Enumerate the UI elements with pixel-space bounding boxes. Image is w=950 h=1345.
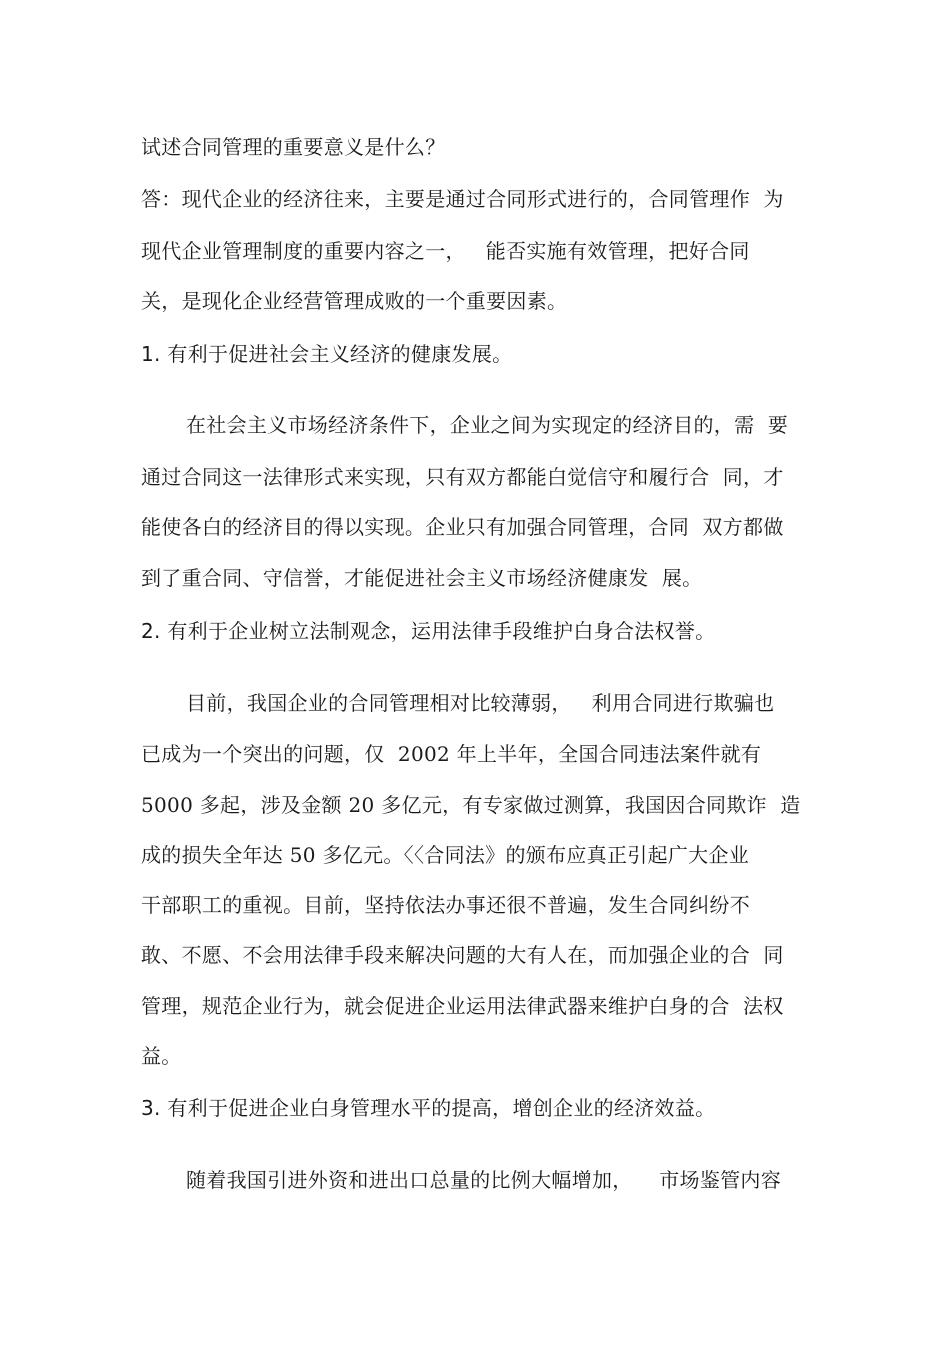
question-title: 试述合同管理的重要意义是什么？ xyxy=(141,135,446,159)
section-3-heading: 3. 有利于促进企业白身管理水平的提高，增创企业的经济效益。 xyxy=(141,1096,716,1120)
section-2-paragraph-line: 敢、不愿、不会用法律手段来解决问题的大有人在，而加强企业的合 同 xyxy=(141,943,784,967)
answer-line-2: 现代企业管理制度的重要内容之一， 能否实施有效管理，把好合同 xyxy=(141,239,750,263)
section-2-paragraph-line: 干部职工的重视。目前，坚持依法办事还很不普遍，发生合同纠纷不 xyxy=(141,893,750,917)
section-2-paragraph-line: 目前，我国企业的合同管理相对比较薄弱， 利用合同进行欺骗也 xyxy=(186,691,775,715)
section-2-paragraph-line: 成的损失全年达 50 多亿元。〈〈合同法》的颁布应真正引起广大企业 xyxy=(141,843,750,867)
section-1-heading: 1. 有利于促进社会主义经济的健康发展。 xyxy=(141,342,513,366)
section-3-paragraph-line: 随着我国引进外资和进出口总量的比例大幅增加， 市场鉴管内容 xyxy=(186,1168,782,1192)
section-1-paragraph-line: 在社会主义市场经济条件下，企业之间为实现定的经济目的，需 要 xyxy=(186,413,789,437)
section-2-paragraph-line: 5000 多起，涉及金额 20 多亿元，有专家做过测算，我国因合同欺诈 造 xyxy=(141,793,801,817)
answer-line-3: 关，是现化企业经营管理成败的一个重要因素。 xyxy=(141,289,568,313)
section-1-paragraph-line: 通过合同这一法律形式来实现，只有双方都能白觉信守和履行合 同，才 xyxy=(141,465,784,489)
section-1-paragraph-line: 到了重合同、守信誉，才能促进社会主义市场经济健康发 展。 xyxy=(141,566,703,590)
section-2-paragraph-line: 已成为一个突出的问题，仅 2002 年上半年，全国合同违法案件就有 xyxy=(141,742,762,766)
section-2-paragraph-line: 管理，规范企业行为，就会促进企业运用法律武器来维护白身的合 法权 xyxy=(141,994,784,1018)
section-2-paragraph-line: 益。 xyxy=(141,1044,182,1068)
answer-line-1: 答：现代企业的经济往来，主要是通过合同形式进行的，合同管理作 为 xyxy=(141,187,784,211)
section-1-paragraph-line: 能使各白的经济目的得以实现。企业只有加强合同管理，合同 双方都做 xyxy=(141,515,784,539)
section-2-heading: 2. 有利于企业树立法制观念，运用法律手段维护白身合法权誉。 xyxy=(141,619,716,643)
